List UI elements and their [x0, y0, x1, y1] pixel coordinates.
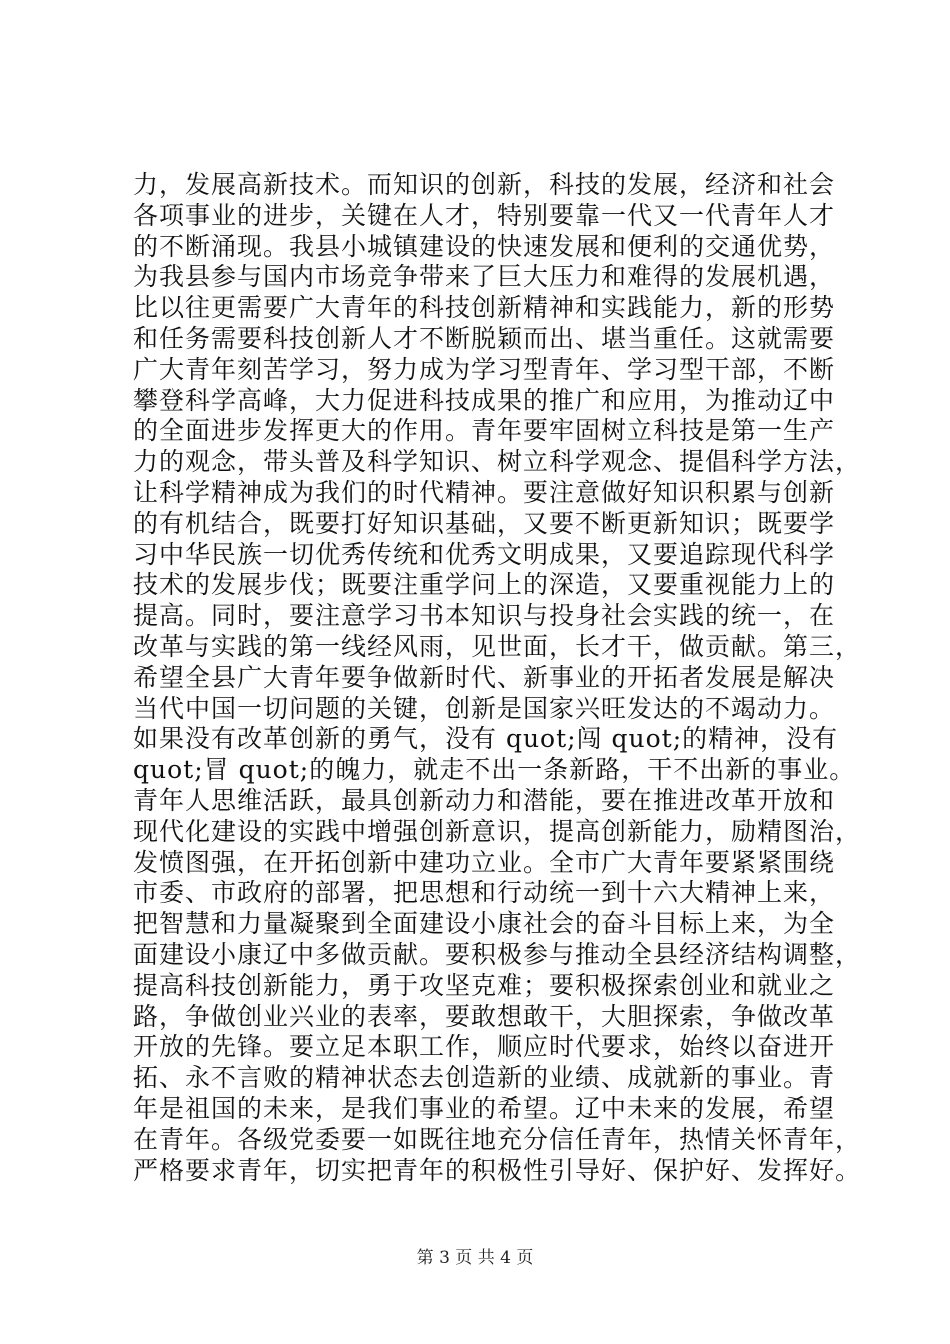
text-line: 力的观念，带头普及科学知识、树立科学观念、提倡科学方法， [133, 447, 862, 477]
text-line: 和任务需要科技创新人才不断脱颖而出、堪当重任。这就需要 [133, 323, 836, 353]
text-line: 比以往更需要广大青年的科技创新精神和实践能力，新的形势 [133, 293, 836, 323]
text-line: 攀登科学高峰，大力促进科技成果的推广和应用，为推动辽中 [133, 385, 836, 415]
page-footer [0, 1243, 950, 1268]
text-line: 青年人思维活跃，最具创新动力和潜能，要在推进改革开放和 [133, 785, 836, 815]
body-text [133, 170, 862, 1186]
text-line: 发愤图强，在开拓创新中建功立业。全市广大青年要紧紧围绕 [133, 847, 836, 877]
text-line: 年是祖国的未来，是我们事业的希望。辽中未来的发展，希望 [133, 1093, 836, 1123]
text-line: 各项事业的进步，关键在人才，特别要靠一代又一代青年人才 [133, 200, 836, 230]
text-line: 习中华民族一切优秀传统和优秀文明成果，又要追踪现代科学 [133, 539, 836, 569]
text-line: 的全面进步发挥更大的作用。青年要牢固树立科技是第一生产 [133, 416, 836, 446]
text-line: 改革与实践的第一线经风雨，见世面，长才干，做贡献。第三， [133, 631, 862, 661]
text-line: 路，争做创业兴业的表率，要敢想敢干，大胆探索，争做改革 [133, 1001, 836, 1031]
text-line: 让科学精神成为我们的时代精神。要注意做好知识积累与创新 [133, 477, 836, 507]
text-line: 在青年。各级党委要一如既往地充分信任青年，热情关怀青年， [133, 1124, 862, 1154]
text-line: 力，发展高新技术。而知识的创新，科技的发展，经济和社会 [133, 170, 836, 199]
text-line: 技术的发展步伐；既要注重学问上的深造，又要重视能力上的 [133, 570, 836, 600]
text-line: 严格要求青年，切实把青年的积极性引导好、保护好、发挥好。 [133, 1155, 862, 1185]
text-line: 为我县参与国内市场竞争带来了巨大压力和难得的发展机遇， [133, 262, 836, 292]
text-line: 的不断涌现。我县小城镇建设的快速发展和便利的交通优势， [133, 231, 836, 261]
text-line: 现代化建设的实践中增强创新意识，提高创新能力，励精图治， [133, 816, 862, 846]
text-line: 提高科技创新能力，勇于攻坚克难；要积极探索创业和就业之 [133, 970, 836, 1000]
text-line: 开放的先锋。要立足本职工作，顺应时代要求，始终以奋进开 [133, 1032, 836, 1062]
text-line: quot;冒 quot;的魄力，就走不出一条新路，干不出新的事业。 [133, 755, 856, 785]
text-line: 希望全县广大青年要争做新时代、新事业的开拓者发展是解决 [133, 662, 836, 692]
text-line: 如果没有改革创新的勇气，没有 quot;闯 quot;的精神，没有 [133, 724, 839, 754]
text-line: 的有机结合，既要打好知识基础，又要不断更新知识；既要学 [133, 508, 836, 538]
text-line: 广大青年刻苦学习，努力成为学习型青年、学习型干部，不断 [133, 354, 836, 384]
text-line: 市委、市政府的部署，把思想和行动统一到十六大精神上来， [133, 878, 836, 908]
text-line: 面建设小康辽中多做贡献。要积极参与推动全县经济结构调整， [133, 939, 862, 969]
text-line: 拓、永不言败的精神状态去创造新的业绩、成就新的事业。青 [133, 1063, 836, 1093]
text-line: 把智慧和力量凝聚到全面建设小康社会的奋斗目标上来，为全 [133, 909, 836, 939]
text-line: 提高。同时，要注意学习书本知识与投身社会实践的统一，在 [133, 601, 836, 631]
text-line: 当代中国一切问题的关键，创新是国家兴旺发达的不竭动力。 [133, 693, 836, 723]
page-number: 第 3 页 共 4 页 [416, 1248, 534, 1268]
